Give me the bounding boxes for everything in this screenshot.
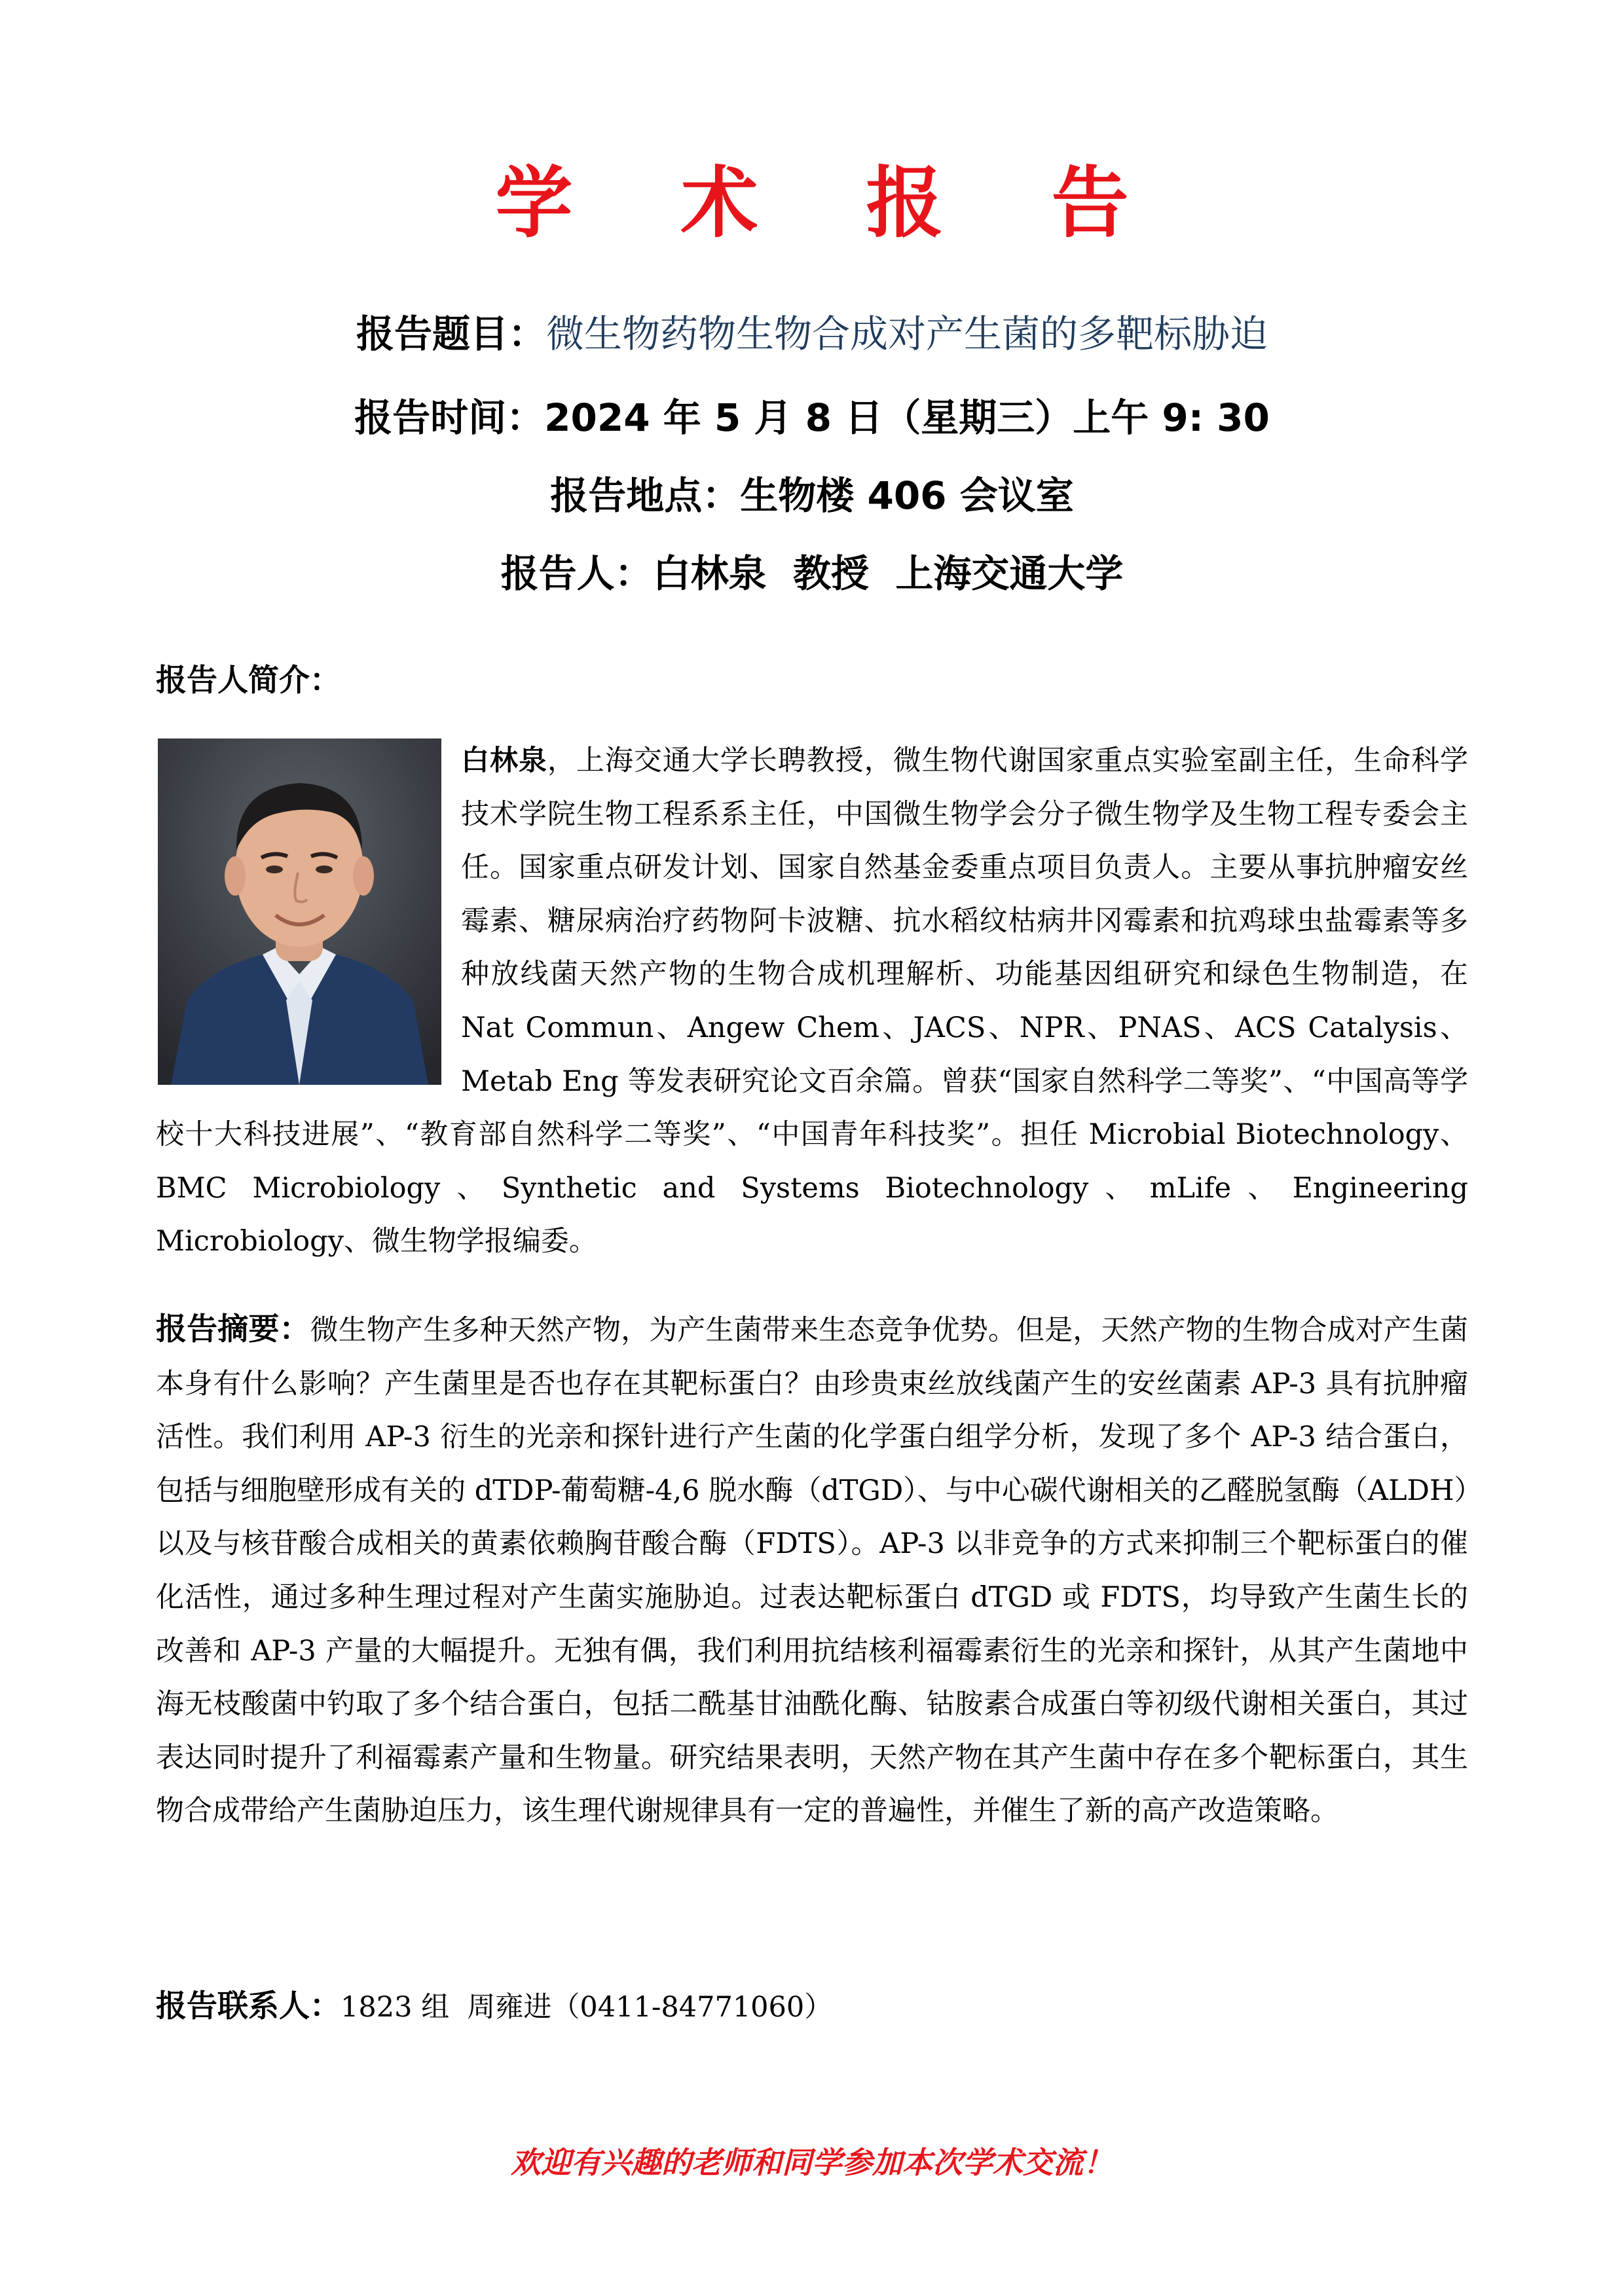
report-speaker [0, 547, 1624, 600]
report-topic [0, 308, 1624, 360]
contact-value: 1823 组 周雍进（0411-84771060） [341, 1991, 833, 2024]
contact-line [156, 1984, 832, 2030]
abstract-label: 报告摘要： [156, 1311, 310, 1347]
report-speaker-value: 白林泉 教授 上海交通大学 [652, 551, 1124, 596]
abstract-text: 微生物产生多种天然产物，为产生菌带来生态竞争优势。但是，天然产物的生物合成对产生菌本身有什么影响？产生菌里是否也存在其靶标蛋白？由珍贵束丝放线菌产生的安丝菌素 AP-3 具有抗肿瘤活性。我们利用 AP-3 衍生的光亲和探针进行产生菌的化学蛋白组学分析，发现了多个 AP-3 结合蛋白，包括与细胞壁形成有关的 dTDP-葡萄糖-4,6 脱水酶（dTGD）、与中心碳代谢相关的乙醛脱氢酶（ALDH）以及与核苷酸合成相关的黄素依赖胸苷酸合酶（FDTS）。AP-3 以非竞争的方式来抑制三个靶标蛋白的催化活性，通过多种生理过程对产生菌实施胁迫。过表达靶标蛋白 dTGD 或 FDTS，均导致产生菌生长的改善和 AP-3 产量的大幅提升。无独有偶，我们利用抗结核利福霉素衍生的光亲和探针，从其产生菌地中海无枝酸菌中钓取了多个结合蛋白，包括二酰基甘油酰化酶、钴胺素合成蛋白等初级代谢相关蛋白，其过表达同时提升了利福霉素产量和生物量。研究结果表明，天然产物在其产生菌中存在多个靶标蛋白，其生物合成带给产生菌胁迫压力，该生理代谢规律具有一定的普遍性，并催生了新的高产改造策略。 [156, 1314, 1469, 1828]
report-topic-label: 报告题目： [356, 312, 546, 356]
bio-heading: 报告人简介： [156, 663, 341, 699]
poster-title: 学 术 报 告 [495, 158, 1170, 248]
report-time [0, 392, 1624, 444]
report-place-value: 生物楼 406 会议室 [740, 473, 1074, 518]
report-speaker-label: 报告人： [500, 551, 653, 596]
report-place [0, 469, 1624, 522]
report-time-label: 报告时间： [354, 395, 545, 440]
report-time-value: 2024 年 5 月 8 日（星期三）上午 9: 30 [544, 395, 1270, 440]
abstract-block [156, 1303, 1468, 1838]
report-place-label: 报告地点： [550, 473, 741, 518]
photo-spacer [156, 735, 461, 1082]
footer-welcome: 欢迎有兴趣的老师和同学参加本次学术交流！ [511, 2145, 1113, 2180]
bio-text: ，上海交通大学长聘教授，微生物代谢国家重点实验室副主任，生命科学技术学院生物工程系系主任，中国微生物学会分子微生物学及生物工程专委会主任。国家重点研发计划、国家自然基金委重点项目负责人。主要从事抗肿瘤安丝霉素、糖尿病治疗药物阿卡波糖、抗水稻纹枯病井冈霉素和抗鸡球虫盐霉素等多种放线菌天然产物的生物合成机理解析、功能基因组研究和绿色生物制造，在 Nat Commun、Angew Chem、JACS、NPR、PNAS、ACS Catalysis、Metab Eng 等发表研究论文百余篇。曾获“国家自然科学二等奖”、“中国高等学校十大科技进展”、“教育部自然科学二等奖”、“中国青年科技奖”。担任 Microbial Biotechnology、BMC Microbiology、Synthetic and Systems Biotechnology、mLife、Engineering Microbiology、微生物学报编委。 [156, 744, 1469, 1258]
bio-text-block [156, 735, 1468, 1269]
contact-label: 报告联系人： [156, 1988, 341, 2024]
speaker-name: 白林泉 [461, 744, 547, 777]
report-topic-value: 微生物药物生物合成对产生菌的多靶标胁迫 [546, 312, 1268, 356]
